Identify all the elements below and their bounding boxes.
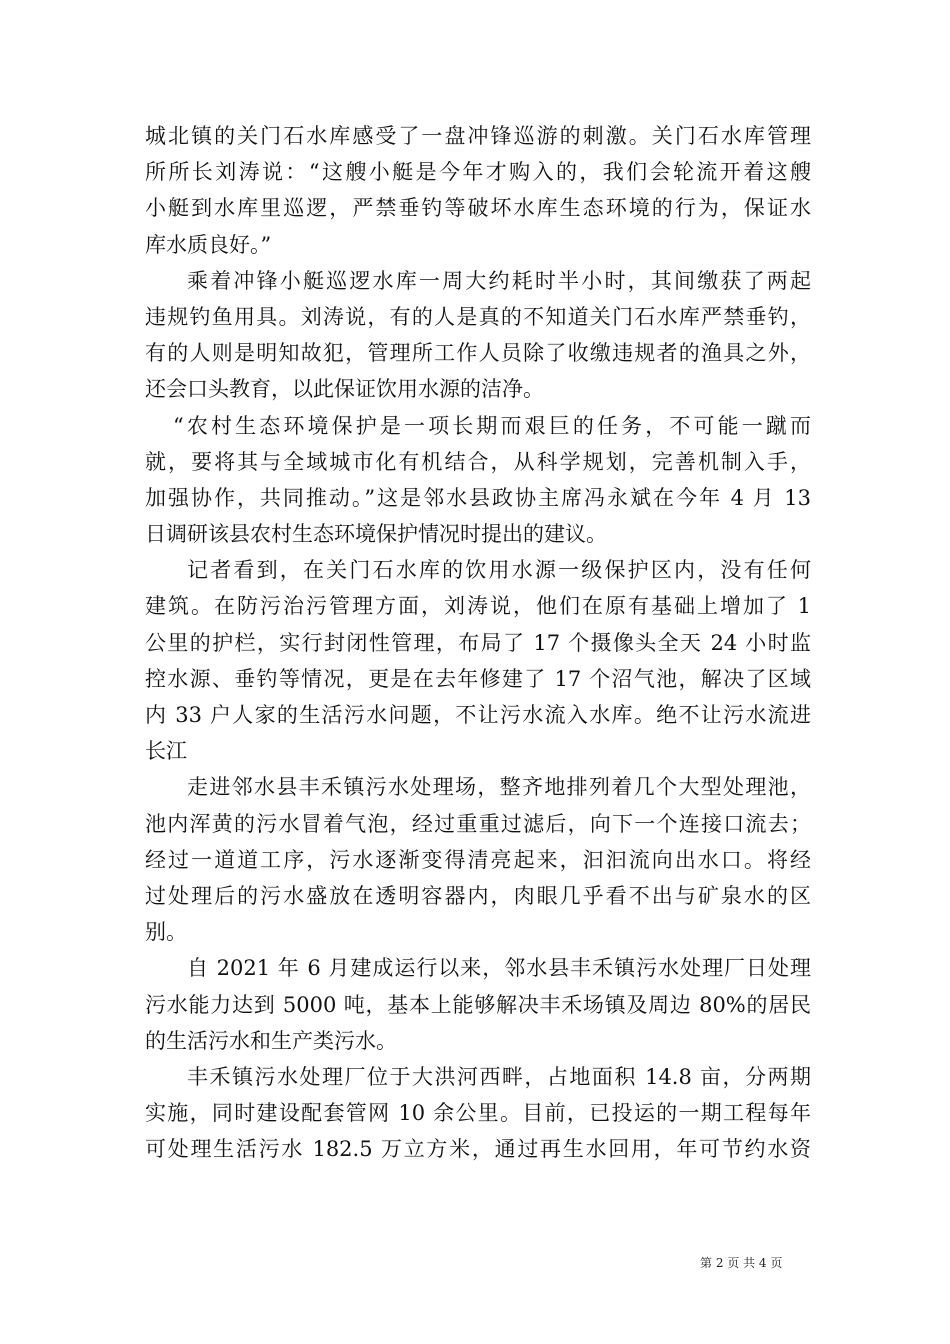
paragraph-line: 小艇到水库里巡逻，严禁垂钓等破坏水库生态环境的行为，保证水 — [145, 196, 811, 221]
paragraph-line: 违规钓鱼用具。刘涛说，有的人是真的不知道关门石水库严禁垂钓， — [145, 304, 811, 329]
paragraph-line: 日调研该县农村生态环境保护情况时提出的建议。 — [145, 522, 607, 547]
paragraph-line: 实施，同时建设配套管网 10 余公里。目前，已投运的一期工程每年 — [145, 1101, 811, 1126]
paragraph-line: 记者看到，在关门石水库的饮用水源一级保护区内，没有任何 — [187, 558, 811, 583]
paragraph-line: 经过一道道工序，污水逐渐变得清亮起来，汩汩流向出水口。将经 — [145, 847, 811, 872]
paragraph-line: 所所长刘涛说：“这艘小艇是今年才购入的，我们会轮流开着这艘 — [145, 160, 811, 185]
paragraph-line: 公里的护栏，实行封闭性管理，布局了 17 个摄像头全天 24 小时监 — [145, 630, 811, 655]
paragraph-line: 城北镇的关门石水库感受了一盘冲锋巡游的刺激。关门石水库管理 — [145, 124, 811, 148]
paragraph-line: “农村生态环境保护是一项长期而艰巨的任务，不可能一蹴而 — [173, 413, 811, 438]
document-body — [145, 118, 811, 1167]
paragraph-line: 内 33 户人家的生活污水问题，不让污水流入水库。绝不让污水流进 — [145, 703, 811, 727]
paragraph-line: 长江 — [145, 739, 187, 764]
paragraph-line: 建筑。在防污治污管理方面，刘涛说，他们在原有基础上增加了 1 — [145, 594, 811, 619]
paragraph-line: 加强协作，共同推动。”这是邻水县政协主席冯永斌在今年 4 月 13 — [145, 485, 811, 510]
paragraph-line: 乘着冲锋小艇巡逻水库一周大约耗时半小时，其间缴获了两起 — [187, 268, 811, 293]
paragraph-line: 走进邻水县丰禾镇污水处理场，整齐地排列着几个大型处理池， — [187, 775, 811, 800]
paragraph-line: 污水能力达到 5000 吨，基本上能够解决丰禾场镇及周边 80%的居民 — [145, 992, 811, 1017]
paragraph-line: 别。 — [145, 920, 187, 945]
paragraph-line: 池内浑黄的污水冒着气泡，经过重重过滤后，向下一个连接口流去； — [145, 811, 811, 836]
paragraph-line: 控水源、垂钓等情况，更是在去年修建了 17 个沼气池，解决了区域 — [145, 666, 811, 691]
paragraph-line: 可处理生活污水 182.5 万立方米，通过再生水回用，年可节约水资 — [145, 1137, 811, 1162]
paragraph-line: 丰禾镇污水处理厂位于大洪河西畔，占地面积 14.8 亩，分两期 — [187, 1064, 811, 1089]
paragraph-line: 有的人则是明知故犯，管理所工作人员除了收缴违规者的渔具之外， — [145, 341, 811, 366]
paragraph-line: 过处理后的污水盛放在透明容器内，肉眼几乎看不出与矿泉水的区 — [145, 883, 811, 908]
paragraph-line: 自 2021 年 6 月建成运行以来，邻水县丰禾镇污水处理厂日处理 — [187, 956, 811, 981]
page-number: 第 2 页 共 4 页 — [700, 1256, 783, 1270]
paragraph-line: 库水质良好。” — [145, 232, 272, 257]
paragraph-line: 就，要将其与全域城市化有机结合，从科学规划，完善机制入手， — [145, 449, 811, 474]
paragraph-line: 的生活污水和生产类污水。 — [145, 1028, 397, 1053]
paragraph-line: 还会口头教育，以此保证饮用水源的洁净。 — [145, 377, 544, 402]
